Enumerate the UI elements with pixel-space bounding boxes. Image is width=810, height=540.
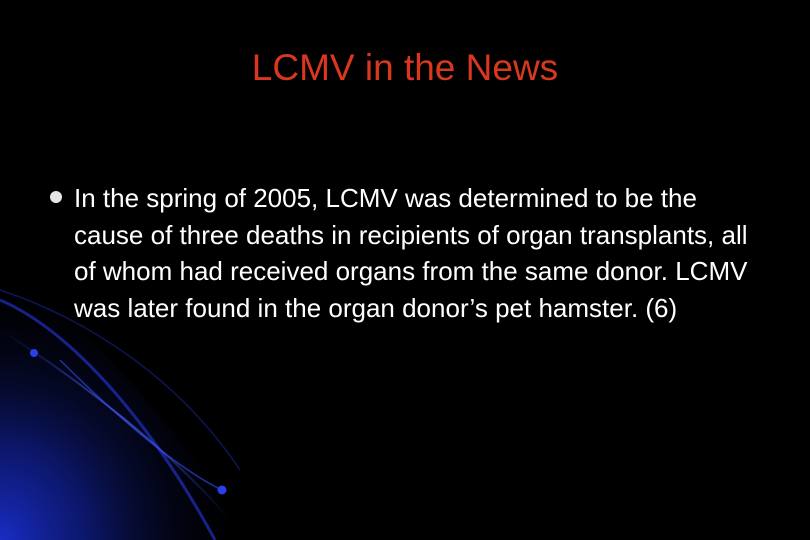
slide-title: LCMV in the News	[251, 47, 559, 88]
bullet-dot-icon	[50, 191, 62, 203]
bullet-text: In the spring of 2005, LCMV was determined to be the cause of three deaths in recipients of organ transplants, all of whom had received organs from the same donor. LCMV was later found in the organ donor’s pet hamster. (6)	[74, 183, 748, 323]
